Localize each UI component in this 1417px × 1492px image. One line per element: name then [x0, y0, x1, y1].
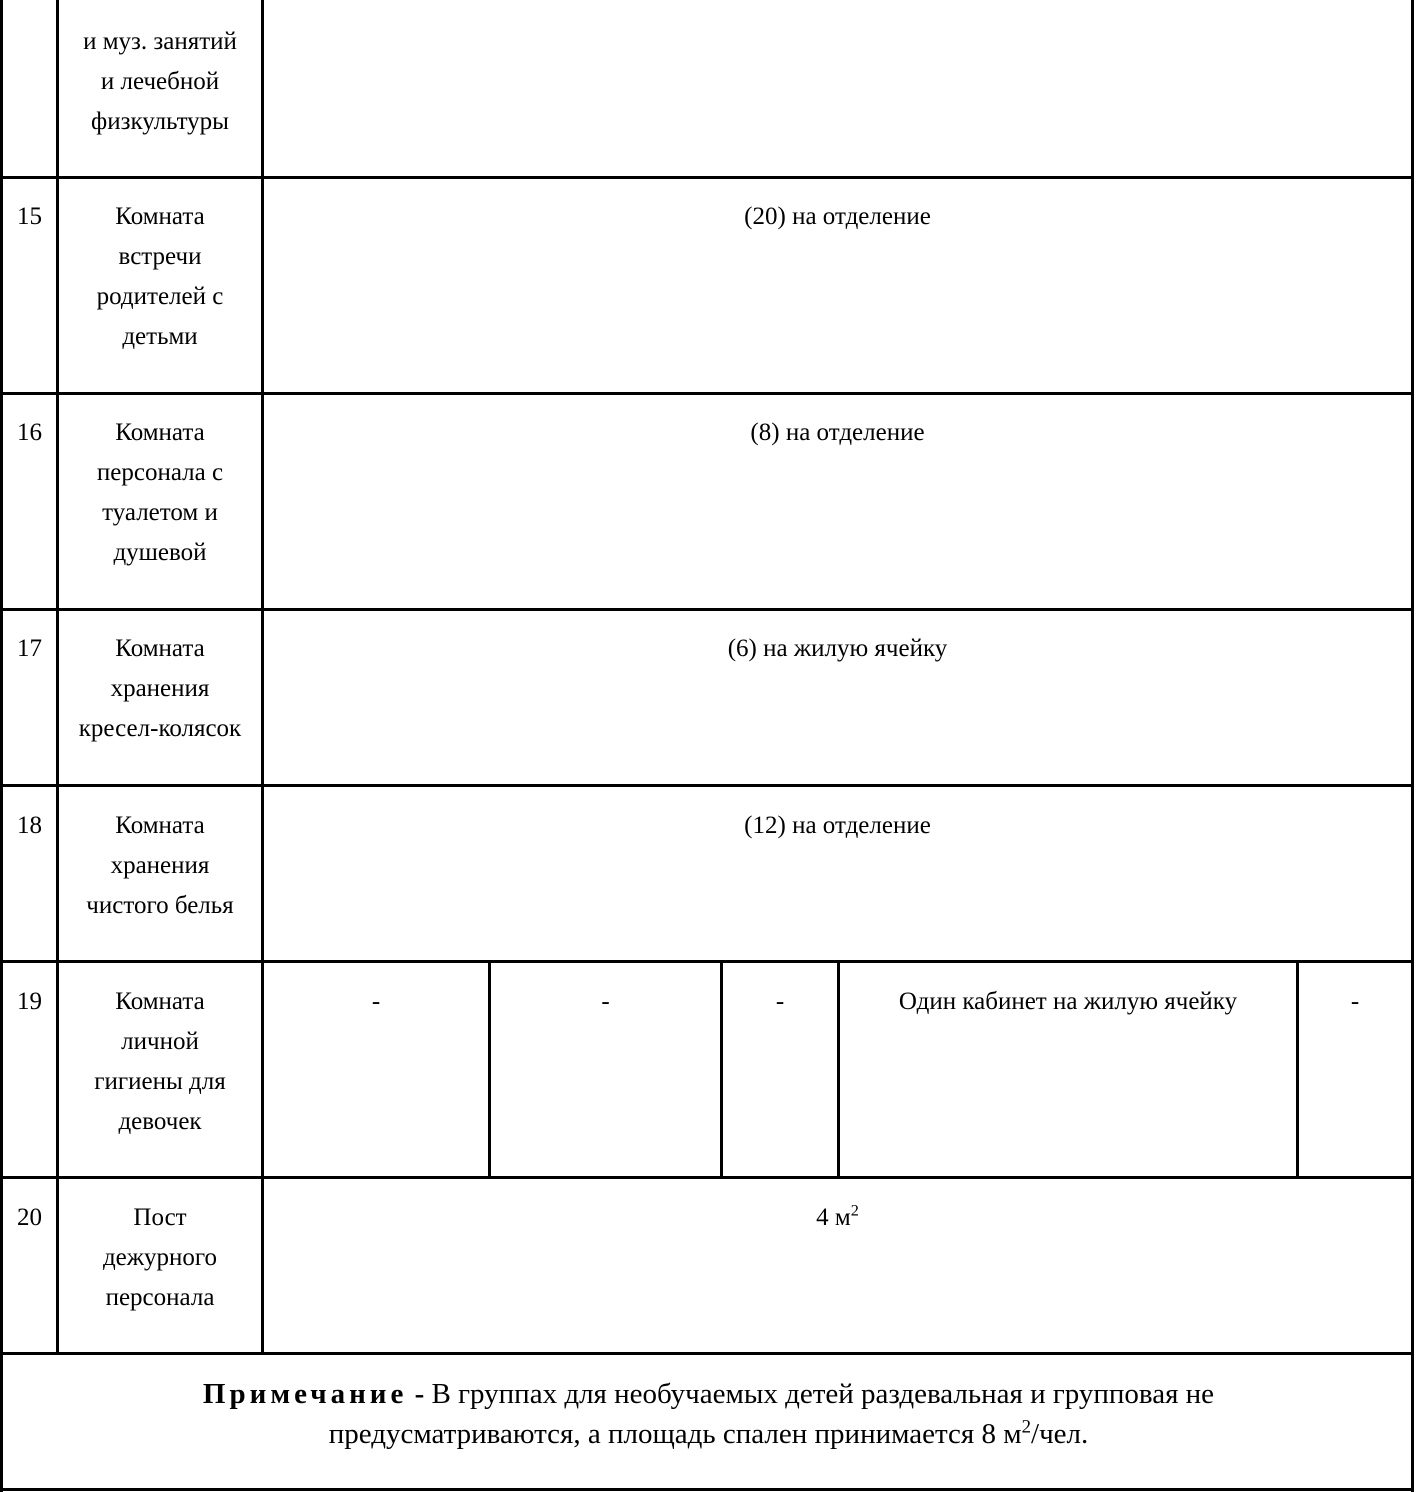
row-value-20-sup: 2 — [850, 1201, 859, 1220]
row19-cell-5: - — [1350, 988, 1360, 1015]
row-line-4 — [0, 784, 1414, 787]
table-note — [20, 1374, 1397, 1454]
row-value-20-main: 4 м — [816, 1204, 851, 1231]
row-name-18: Комната хранения чистого белья — [86, 812, 234, 919]
row-value-17: (6) на жилую ячейку — [727, 635, 948, 662]
row19-cell-3: - — [775, 988, 785, 1015]
row-value-20 — [264, 1198, 1411, 1238]
row-line-3 — [0, 608, 1414, 611]
row-name-15: Комната встречи родителей с детьми — [96, 203, 224, 350]
row-line-6 — [0, 1176, 1414, 1179]
row-name-16: Комната персонала с туалетом и душевой — [96, 419, 224, 566]
row-number-19: 19 — [17, 988, 42, 1015]
row-name-20: Пост дежурного персонала — [102, 1204, 218, 1311]
row-number-20: 20 — [17, 1204, 42, 1231]
row-line-1 — [0, 176, 1414, 179]
row-number-16: 16 — [17, 419, 42, 446]
row-number-15: 15 — [17, 203, 42, 230]
row-name-continued: и муз. занятий и лечебной физкультуры — [83, 28, 237, 135]
row-name-17: Комната хранения кресел-колясок — [78, 635, 242, 742]
row19-cell-1: - — [371, 988, 381, 1015]
row-value-18: (12) на отделение — [744, 812, 931, 839]
note-label: Примечание — [202, 1378, 408, 1410]
row-name-19: Комната личной гигиены для девочек — [94, 988, 226, 1135]
row-number-18: 18 — [17, 812, 42, 839]
row-line-5 — [0, 960, 1414, 963]
row19-cell-4: Один кабинет на жилую ячейку — [898, 988, 1238, 1015]
row-line-7 — [0, 1352, 1414, 1355]
row-value-15: (20) на отделение — [744, 203, 931, 230]
table-border-bottom — [0, 1488, 1414, 1491]
note-sup: 2 — [1021, 1416, 1032, 1438]
row-number-17: 17 — [17, 635, 42, 662]
row19-cell-2: - — [601, 988, 610, 1015]
note-dash: - — [407, 1378, 432, 1410]
note-text-line1: В группах для необучаемых детей раздевальная и групповая не — [431, 1378, 1215, 1410]
row-value-16: (8) на отделение — [750, 419, 925, 446]
row-line-2 — [0, 392, 1414, 395]
note-text-line2: предусматриваются, а площадь спален принимается 8 м — [328, 1418, 1022, 1450]
note-text-end: /чел. — [1031, 1418, 1089, 1450]
table-border-right — [1411, 0, 1414, 1492]
